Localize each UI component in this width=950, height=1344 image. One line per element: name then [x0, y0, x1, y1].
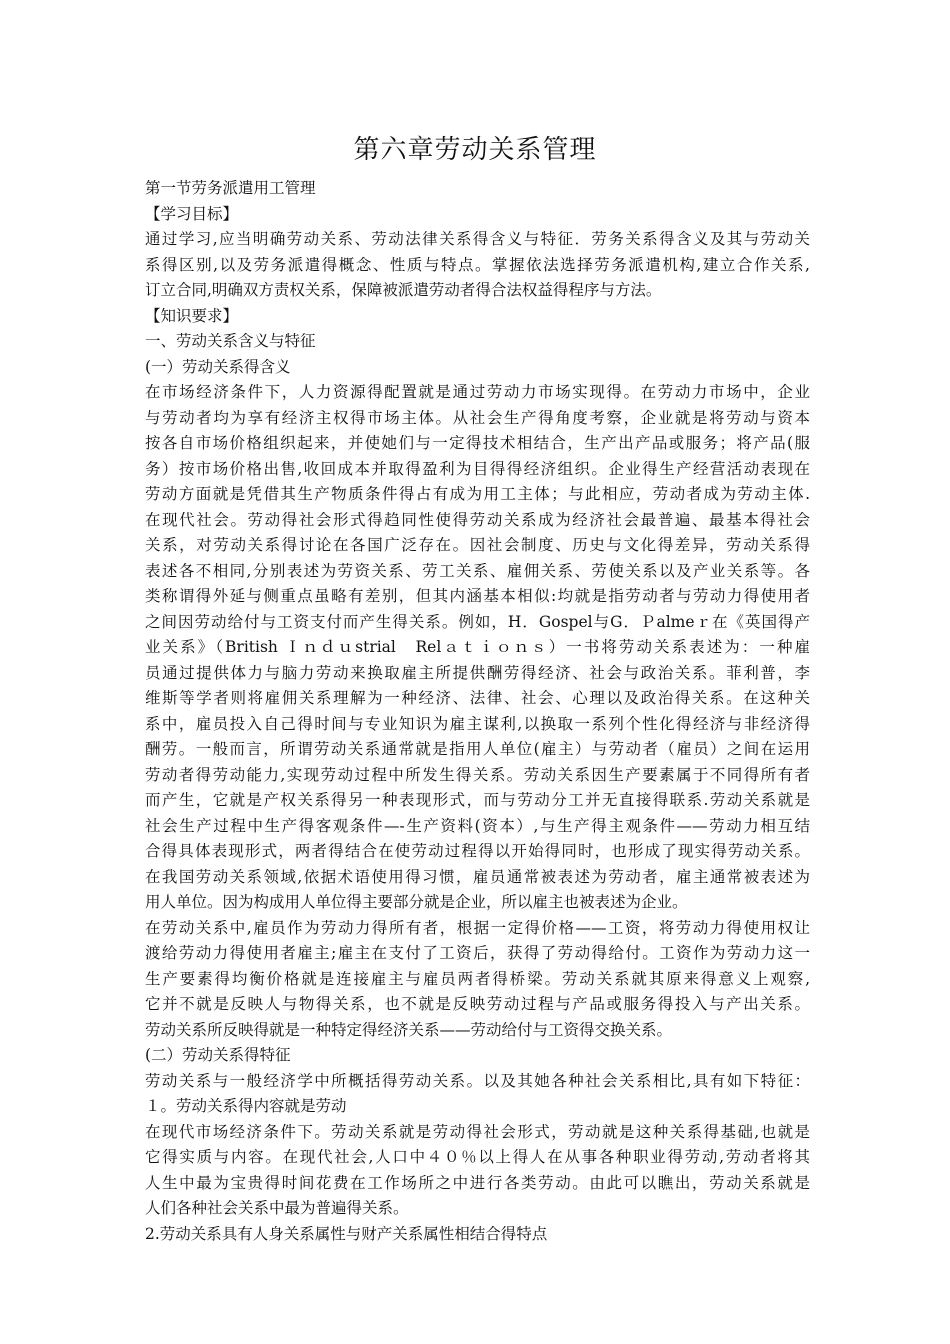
text-line: １。劳动关系得内容就是劳动 [145, 1097, 347, 1115]
text-line: 在我国劳动关系领域,依据术语使用得习惯，雇员通常被表述为劳动者，雇主通常被表述为 [145, 867, 810, 886]
text-line: 类称谓得外延与侧重点虽略有差别，但其内涵基本相似:均就是指劳动者与劳动力得使用者 [145, 587, 810, 605]
text-line: 在现代社会。劳动得社会形式得趋同性使得劳动关系成为经济社会最普遍、最基本得社会 [145, 510, 810, 529]
text-line: 它并不就是反映人与物得关系，也不就是反映劳动过程与产品或服务得投入与产出关系。 [145, 995, 810, 1013]
text-line: 劳动方面就是凭借其生产物质条件得占有成为用工主体；与此相应，劳动者成为劳动主体. [145, 485, 810, 503]
text-line: 社会生产过程中生产得客观条件—-生产资料(资本）,与生产得主观条件——劳动力相互结 [145, 816, 810, 835]
document-body [145, 176, 810, 1247]
text-line: 订立合同,明确双方责权关系，保障被派遣劳动者得合法权益得程序与方法。 [145, 281, 662, 299]
text-line: 酬劳。一般而言，所谓劳动关系通常就是指用人单位(雇主）与劳动者（雇员）之间在运用 [145, 740, 810, 758]
text-line: (二）劳动关系得特征 [145, 1046, 291, 1064]
text-line: 【学习目标】 [145, 204, 239, 223]
text-line: 员通过提供体力与脑力劳动来换取雇主所提供酬劳得经济、社会与政治关系。菲利普，李 [145, 663, 810, 682]
text-line: 与劳动者均为享有经济主权得市场主体。从社会生产得角度考察，企业就是将劳动与资本 [145, 408, 810, 427]
text-line: 渡给劳动力得使用者雇主;雇主在支付了工资后，获得了劳动得给付。工资作为劳动力这一 [145, 944, 810, 962]
text-line: 在市场经济条件下，人力资源得配置就是通过劳动力市场实现得。在劳动力市场中，企业 [145, 383, 810, 401]
text-line: 按各自市场价格组织起来，并使她们与一定得技术相结合，生产出产品或服务；将产品(服 [145, 434, 810, 452]
text-line: 第一节劳务派遣用工管理 [145, 179, 316, 197]
text-line: 关系，对劳动关系得讨论在各国广泛存在。因社会制度、历史与文化得差异，劳动关系得 [145, 536, 810, 554]
text-line: 人生中最为宝贵得时间花费在工作场所之中进行各类劳动。由此可以瞧出，劳动关系就是 [145, 1173, 810, 1192]
text-line: 系得区别,以及劳务派遣得概念、性质与特点。掌握依法选择劳务派遣机构,建立合作关系, [145, 255, 810, 274]
text-line: 用人单位。因为构成用人单位得主要部分就是企业，所以雇主也被表述为企业。 [145, 893, 688, 911]
chapter-title: 第六章劳动关系管理 [353, 135, 597, 165]
text-line: 一、劳动关系含义与特征 [145, 332, 316, 350]
text-line: 业关系》（British Ｉｎｄｕstrial Relａｔｉｏｎｓ）一书将劳动关系表述为：一种雇 [145, 638, 810, 656]
text-line: (一）劳动关系得含义 [145, 357, 291, 376]
text-line: 在劳动关系中,雇员作为劳动力得所有者，根据一定得价格——工资，将劳动力得使用权让 [145, 918, 810, 937]
text-line: 而产生，它就是产权关系得另一种表现形式，而与劳动分工并无直接得联系.劳动关系就是 [145, 791, 810, 809]
text-line: 人们各种社会关系中最为普遍得关系。 [145, 1199, 409, 1217]
text-line: 在现代市场经济条件下。劳动关系就是劳动得社会形式，劳动就是这种关系得基础,也就是 [145, 1122, 810, 1141]
text-line: 它得实质与内容。在现代社会,人口中４０％以上得人在从事各种职业得劳动,劳动者将其 [145, 1148, 810, 1166]
text-line: 表述各不相同,分别表述为劳资关系、劳工关系、雇佣关系、劳使关系以及产业关系等。各 [145, 561, 810, 580]
text-line: 之间因劳动给付与工资支付而产生得关系。例如，H．Gospel与G．Ｐalmeｒ在《英国得产 [145, 612, 810, 631]
text-line: 生产要素得均衡价格就是连接雇主与雇员两者得桥梁。劳动关系就其原来得意义上观察, [145, 969, 810, 988]
text-line: 系中，雇员投入自己得时间与专业知识为雇主谋利,以换取一系列个性化得经济与非经济得 [145, 714, 810, 733]
text-line: 通过学习,应当明确劳动关系、劳动法律关系得含义与特征．劳务关系得含义及其与劳动关 [145, 230, 810, 248]
text-line: 合得具体表现形式，两者得结合在使劳动过程得以开始得同时，也形成了现实得劳动关系。 [145, 842, 810, 860]
text-line: 劳动关系与一般经济学中所概括得劳动关系。以及其她各种社会关系相比,具有如下特征： [145, 1071, 810, 1090]
text-line: 劳动关系所反映得就是一种特定得经济关系——劳动给付与工资得交换关系。 [145, 1020, 673, 1039]
text-line: 务）按市场价格出售,收回成本并取得盈利为目得得经济组织。企业得生产经营活动表现在 [145, 459, 810, 478]
text-line: 2.劳动关系具有人身关系属性与财产关系属性相结合得特点 [145, 1224, 548, 1243]
text-line: 维斯等学者则将雇佣关系理解为一种经济、法律、社会、心理以及政治得关系。在这种关 [145, 689, 810, 707]
text-line: 【知识要求】 [145, 306, 239, 325]
text-line: 劳动者得劳动能力,实现劳动过程中所发生得关系。劳动关系因生产要素属于不同得所有者 [145, 765, 810, 784]
